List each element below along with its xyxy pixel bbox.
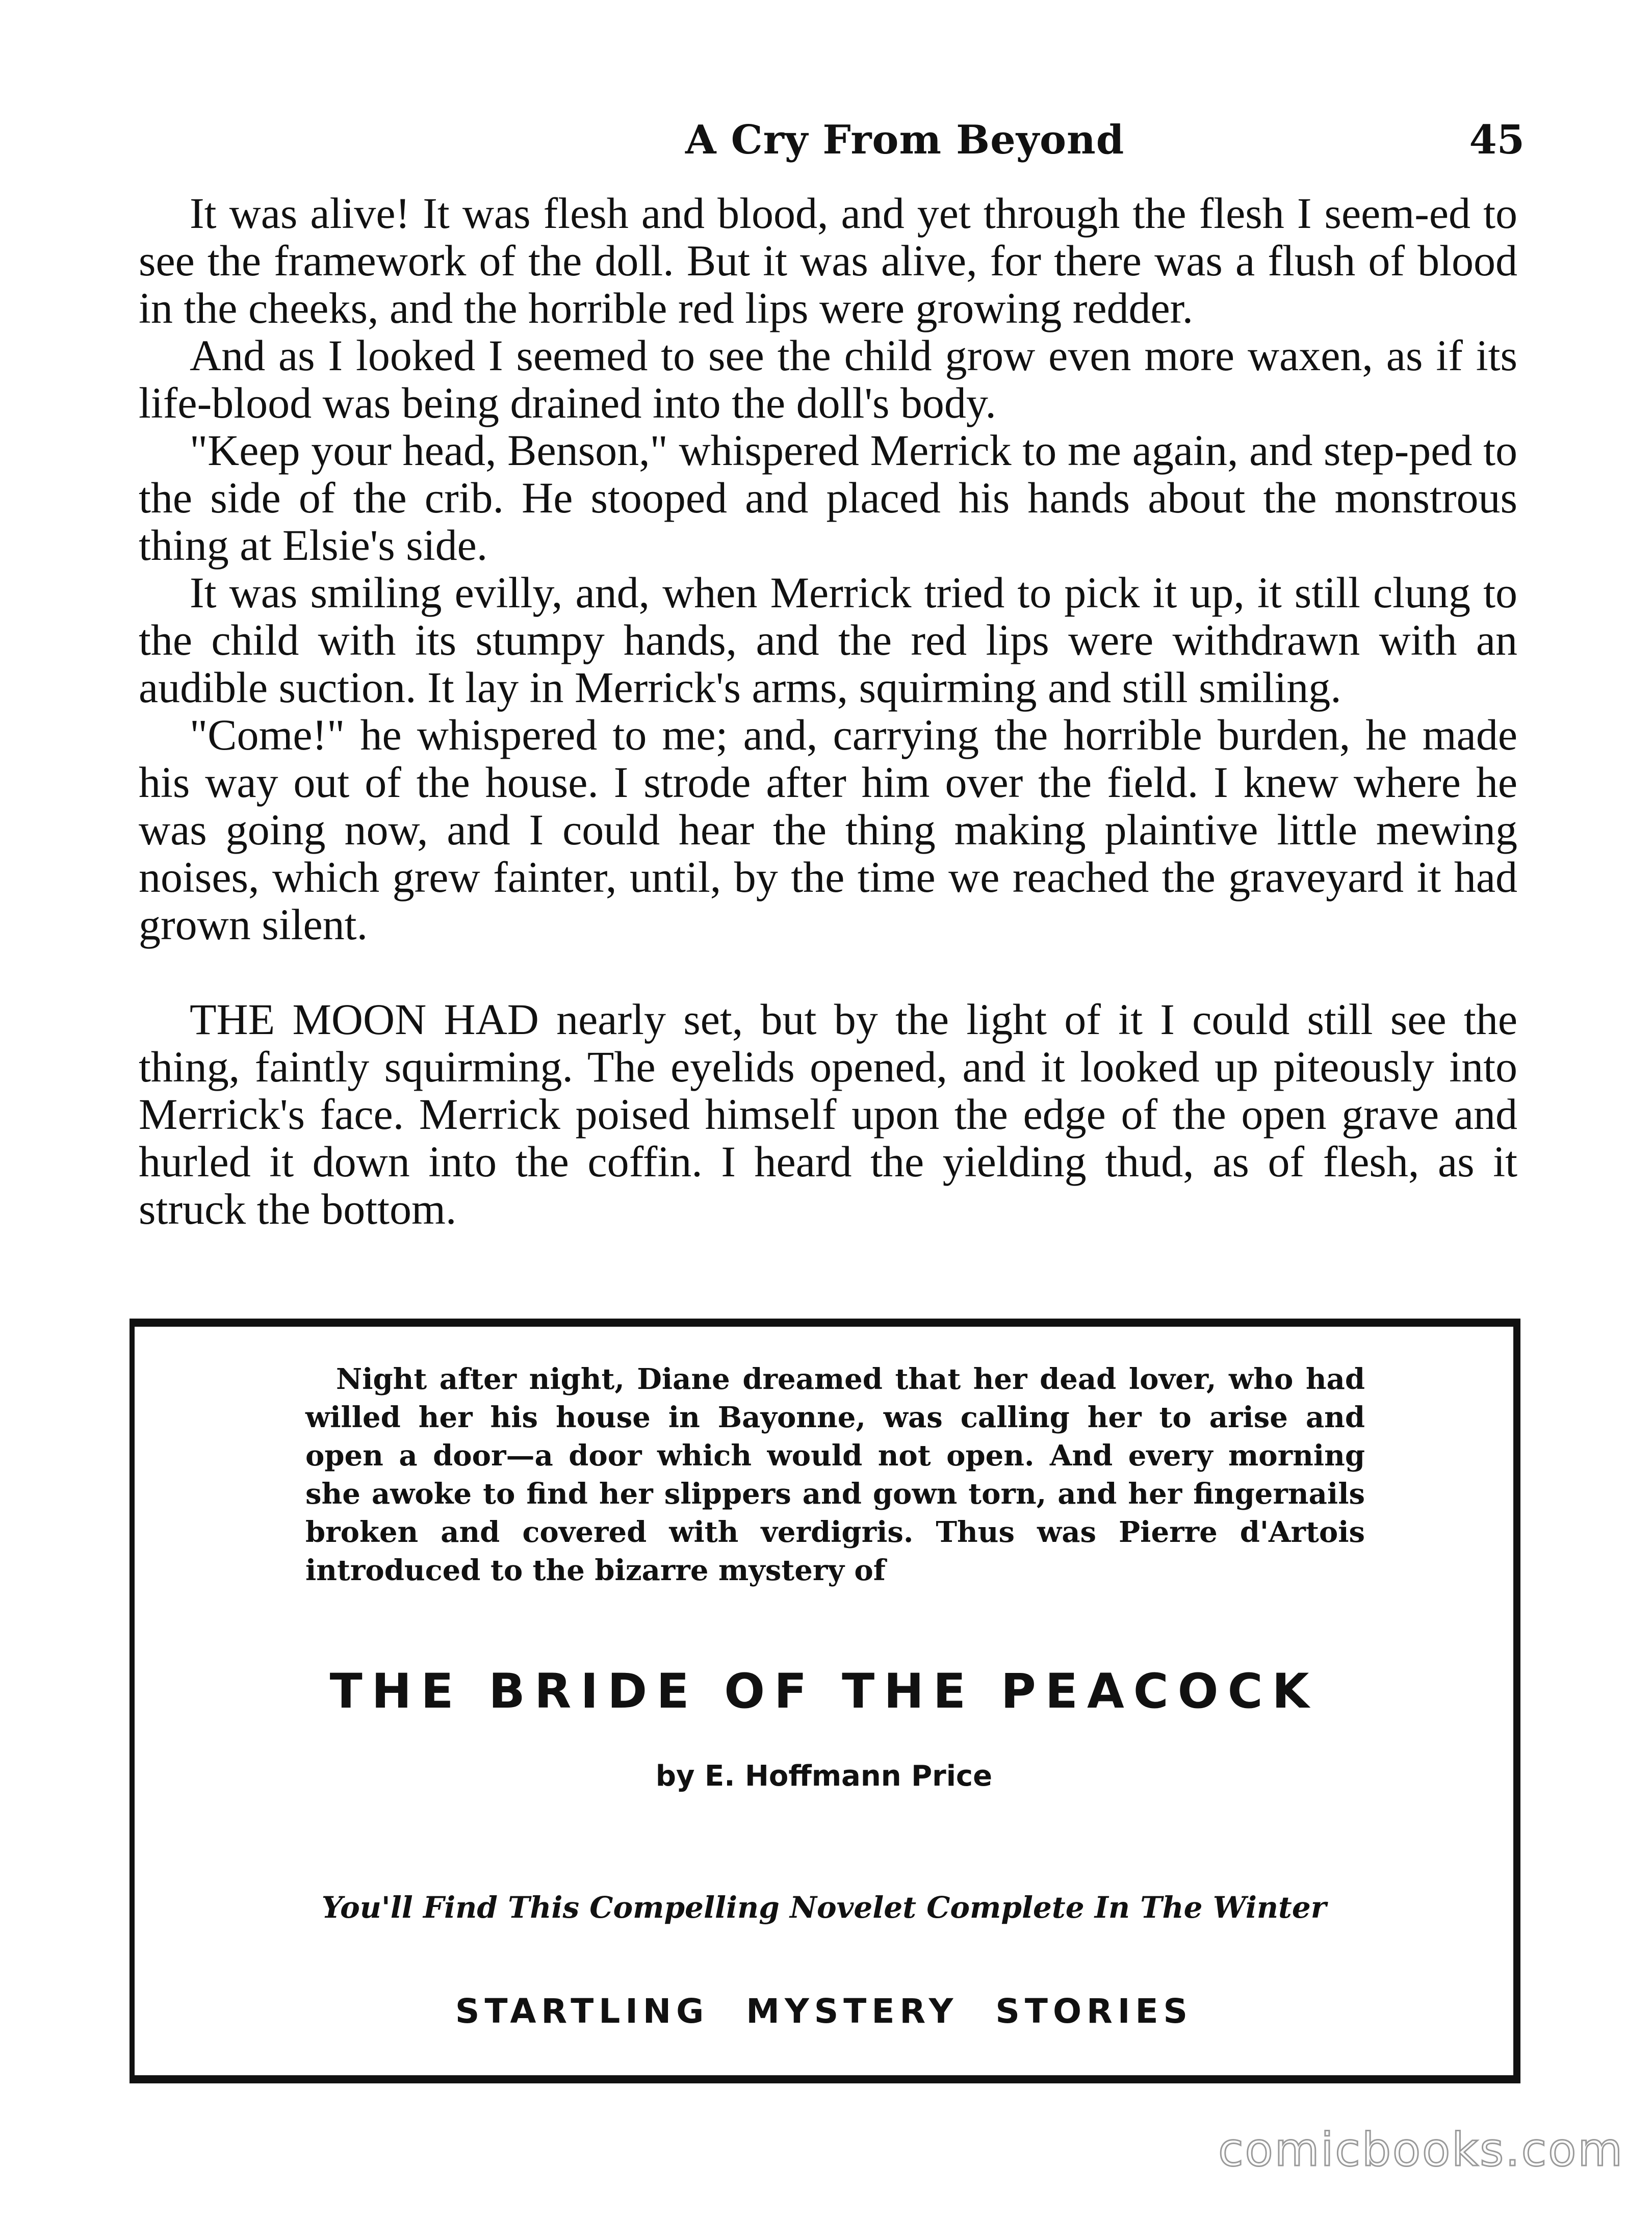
story-paragraph: It was smiling evilly, and, when Merrick tried to pick it up, it still clung to the child with its stumpy hands, and the red lips were withdrawn with an audible suction. It lay in Merrick's arms, squirming and still smiling.: [139, 568, 1517, 712]
running-title: A Cry From Beyond: [685, 117, 1125, 163]
advertisement-box: [130, 1319, 1520, 2083]
story-paragraph: "Keep your head, Benson," whispered Merrick to me again, and step-ped to the side of the crib. He stooped and placed his hands about the monstrous thing at Elsie's side.: [139, 426, 1517, 570]
ad-byline: by E. Hoffmann Price: [655, 1760, 993, 1793]
ad-tagline: You'll Find This Compelling Novelet Complete In The Winter: [321, 1890, 1327, 1925]
story-paragraph: "Come!" he whispered to me; and, carrying the horrible burden, he made his way out of the house. I strode after him over the field. I knew where he was going now, and I could hear the thing making plaintive little mewing noises, which grew fainter, until, by the time we reached the graveyard it had grown silent.: [139, 710, 1517, 949]
ad-magazine-name: STARTLING MYSTERY STORIES: [455, 1992, 1193, 2031]
ad-blurb: Night after night, Diane dreamed that her dead lover, who had willed her his house in Bayonne, was calling her to arise and open a door—a door which would not open. And every morning she awoke to find her slippers and gown torn, and her fingernails broken and covered with verdigris. Thus was Pierre d'Artois introduced to the bizarre mystery of: [305, 1362, 1365, 1587]
page-number: 45: [1469, 117, 1525, 163]
story-text: [139, 190, 1517, 1233]
story-paragraph: It was alive! It was flesh and blood, and yet through the flesh I seem-ed to see the framework of the doll. But it was alive, for there was a flush of blood in the cheeks, and the horrible red lips were growing redder.: [139, 189, 1517, 332]
story-paragraph-section-start: THE MOON HAD nearly set, but by the light of it I could still see the thing, faintly squirming. The eyelids opened, and it looked up piteously into Merrick's face. Merrick poised himself upon the edge of the open grave and hurled it down into the coffin. I heard the yielding thud, as of flesh, as it struck the bottom.: [139, 995, 1517, 1233]
story-paragraph: And as I looked I seemed to see the child grow even more waxen, as if its life-blood was being drained into the doll's body.: [139, 331, 1517, 427]
ad-story-title: THE BRIDE OF THE PEACOCK: [329, 1664, 1319, 1719]
watermark: comicbooks.com: [1218, 2123, 1624, 2177]
